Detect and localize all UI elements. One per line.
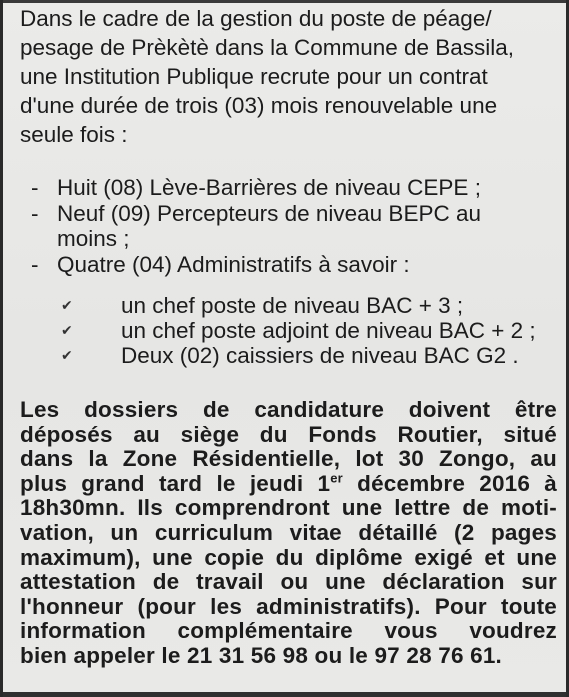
list-item	[31, 201, 560, 252]
intro-line: seule fois :	[20, 122, 128, 147]
intro-line: Dans le cadre de la gestion du poste de péage/	[20, 6, 492, 31]
list-item	[61, 343, 560, 368]
list-item	[61, 318, 560, 343]
position-text-line2: moins ;	[57, 226, 130, 251]
paragraph-line	[20, 472, 557, 497]
paragraph-line: l'honneur (pour les administratifs). Pour toute	[20, 593, 557, 619]
positions-list	[31, 175, 560, 277]
paragraph-line: vation, un curriculum vitae détaillé (2 pages	[20, 519, 557, 545]
list-item	[31, 175, 560, 201]
paragraph-line: dans la Zone Résidentielle, lot 30 Zongo, au	[20, 446, 557, 472]
checkmark-icon: ✔	[61, 347, 73, 363]
paragraph-line: information complémentaire vous voudrez	[20, 618, 557, 644]
paragraph-line: 18h30mn. Ils comprendront une lettre de moti-	[20, 495, 557, 521]
position-text-line1: Neuf (09) Percepteurs de niveau BEPC au	[57, 200, 481, 226]
bottom-border	[3, 692, 566, 697]
ordinal-suffix: er	[330, 470, 343, 486]
dash-bullet: -	[31, 251, 39, 277]
role-text: un chef poste de niveau BAC + 3 ;	[121, 293, 464, 318]
deadline-date: décembre 2016 à	[342, 470, 558, 496]
intro-line: d'une durée de trois (03) mois renouvelable une	[20, 93, 498, 118]
list-item	[31, 252, 560, 278]
paragraph-line: Les dossiers de candidature doivent être	[20, 397, 557, 422]
list-item	[61, 293, 560, 318]
role-text: Deux (02) caissiers de niveau BAC G2 .	[121, 343, 519, 368]
deadline-text: plus grand tard le jeudi 1	[20, 470, 331, 496]
paragraph-line: maximum), une copie du diplôme exigé et une	[20, 544, 557, 570]
intro-line: une Institution Publique recrute pour un contrat	[20, 64, 488, 89]
position-text	[57, 201, 560, 252]
dash-bullet: -	[31, 200, 39, 226]
position-text: Huit (08) Lève-Barrières de niveau CEPE ;	[57, 175, 481, 200]
intro-paragraph	[20, 4, 560, 149]
top-border	[3, 0, 566, 3]
role-text: un chef poste adjoint de niveau BAC + 2 ;	[121, 318, 536, 343]
paragraph-line: attestation de travail ou une déclaration sur	[20, 569, 557, 595]
intro-line: pesage de Prèkètè dans la Commune de Bassila,	[20, 35, 515, 60]
checkmark-icon: ✔	[61, 297, 73, 313]
application-paragraph	[20, 398, 557, 669]
paragraph-line: déposés au siège du Fonds Routier, situé	[20, 421, 557, 447]
checkmark-icon: ✔	[61, 322, 73, 338]
position-text: Quatre (04) Administratifs à savoir :	[57, 251, 410, 277]
admin-roles-list	[61, 293, 560, 368]
dash-bullet: -	[31, 175, 39, 200]
contact-phone-line: bien appeler le 21 31 56 98 ou le 97 28 76 61.	[20, 642, 502, 668]
